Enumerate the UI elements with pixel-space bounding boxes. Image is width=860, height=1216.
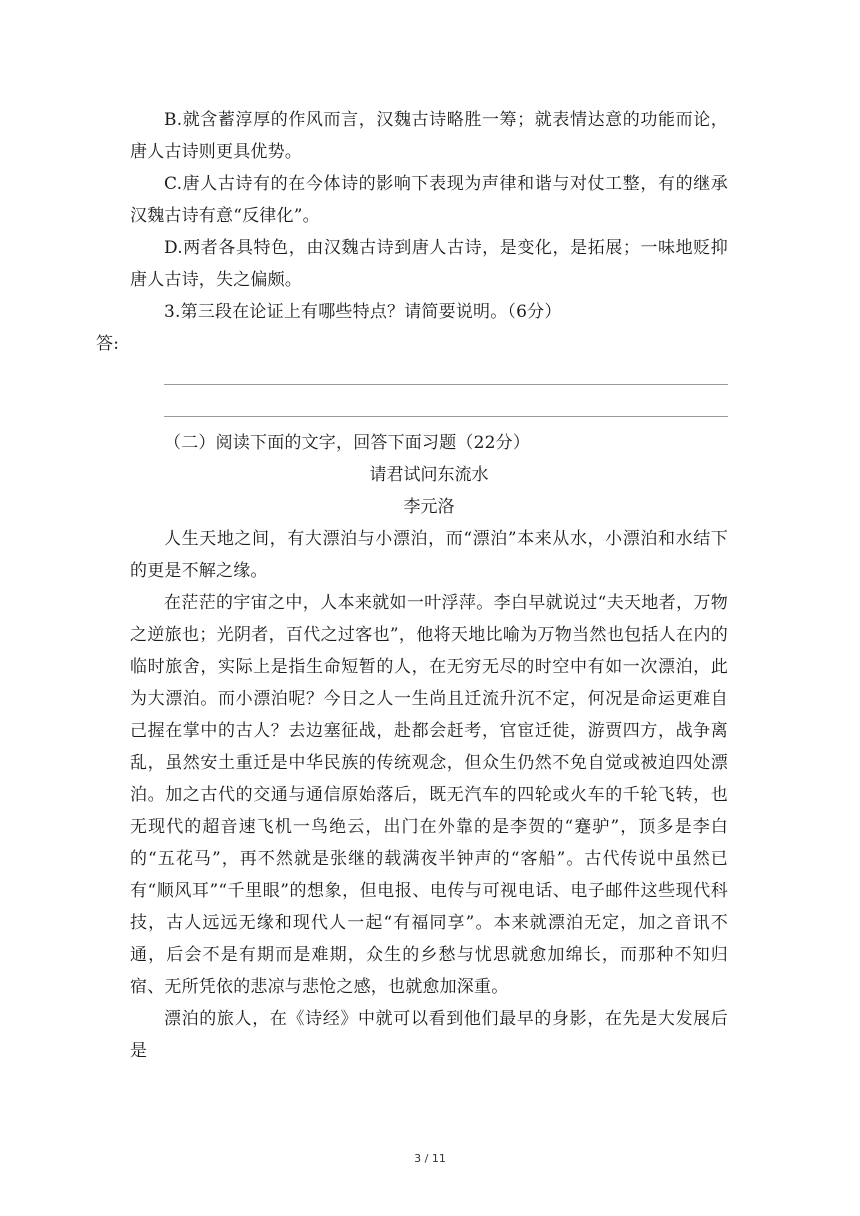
page-content	[96, 104, 728, 1067]
answer-label: 答:	[96, 334, 120, 354]
article-paragraph-2: 在茫茫的宇宙之中，人本来就如一叶浮萍。李白早就说过“夫天地者，万物之逆旅也；光阴者，百代之过客也”，他将天地比喻为万物当然也包括人在内的临时旅舍，实际上是指生命短暂的人，在无穷无尽的时空中有如一次漂泊，此为大漂泊。而小漂泊呢？今日之人一生尚且迁流升沉不定，何况是命运更难自己握在掌中的古人？去边塞征战，赴都会赶考，官宦迁徙，游贾四方，战争离乱，虽然安土重迁是中华民族的传统观念，但众生仍然不免自觉或被迫四处漂泊。加之古代的交通与通信原始落后，既无汽车的四轮或火车的千轮飞转，也无现代的超音速飞机一鸟绝云，出门在外靠的是李贺的“蹇驴”，顶多是李白的“五花马”，再不然就是张继的载满夜半钟声的“客船”。古代传说中虽然已有“顺风耳”“千里眼”的想象，但电报、电传与可视电话、电子邮件这些现代科技，古人远远无缘和现代人一起“有福同享”。本来就漂泊无定，加之音讯不通，后会不是有期而是难期，众生的乡愁与忧思就愈加绵长，而那种不知归宿、无所凭依的悲凉与悲怆之感，也就愈加深重。	[130, 593, 728, 997]
option-b: B.就含蓄淳厚的作风而言，汉魏古诗略胜一筹；就表情达意的功能而论，唐人古诗则更具优势。	[130, 110, 728, 162]
option-d: D.两者各具特色，由汉魏古诗到唐人古诗，是变化，是拓展；一味地贬抑唐人古诗，失之偏颇。	[130, 238, 728, 290]
article-title: 请君试问东流水	[369, 465, 489, 485]
question-3: 3.第三段在论证上有哪些特点？请简要说明。（6分）	[164, 302, 562, 322]
article-paragraph-1: 人生天地之间，有大漂泊与小漂泊，而“漂泊”本来从水，小漂泊和水结下的更是不解之缘。	[130, 529, 728, 581]
article-author: 李元洛	[403, 497, 455, 517]
option-c: C.唐人古诗有的在今体诗的影响下表现为声律和谐与对仗工整，有的继承汉魏古诗有意“反律化”。	[130, 174, 728, 226]
page-number: 3 / 11	[414, 1152, 446, 1165]
article-paragraph-3: 漂泊的旅人，在《诗经》中就可以看到他们最早的身影，在先是大发展后是	[130, 1009, 728, 1061]
section-2-heading: （二）阅读下面的文字，回答下面习题（22分）	[164, 433, 531, 453]
